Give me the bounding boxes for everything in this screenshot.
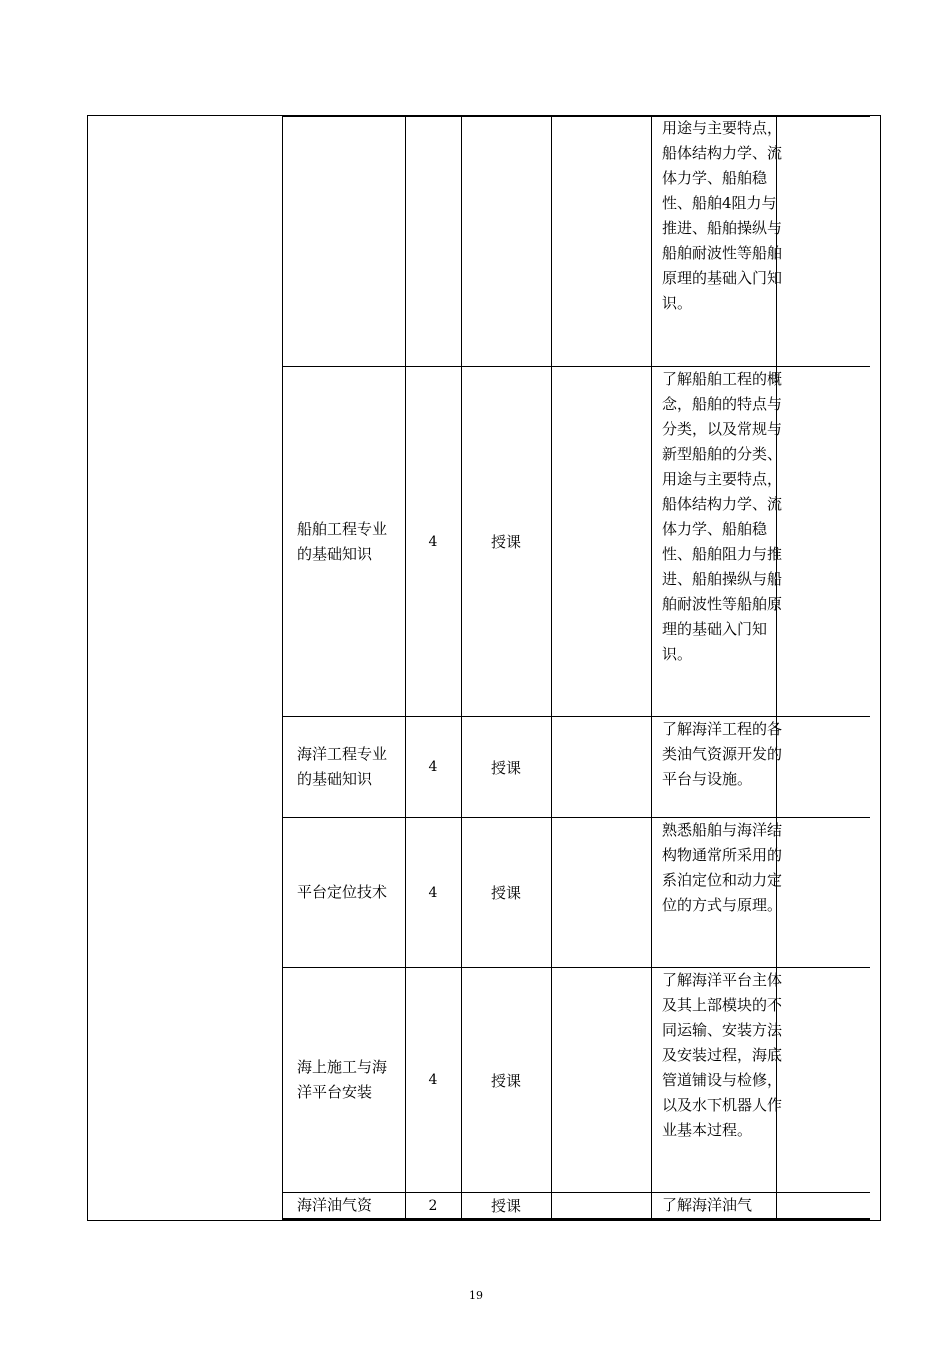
course-hours: 4 (428, 884, 438, 901)
teaching-method: 授课 (490, 758, 521, 777)
table-row (662, 116, 782, 366)
teaching-method: 授课 (490, 1071, 521, 1090)
teaching-method: 授课 (490, 1197, 521, 1215)
course-name: 平台定位技术 (297, 883, 388, 901)
course-hours: 4 (428, 1072, 438, 1088)
column-divider (551, 115, 552, 1221)
table-row (297, 1193, 392, 1218)
course-description: 了解海洋平台主体及其上部模块的不同运输、安装方法及安装过程，海底管道铺设与检修，以及水下机器人作业基本过程。 (662, 971, 783, 1139)
teaching-method: 授课 (490, 533, 521, 551)
table-row (297, 818, 392, 967)
curriculum-table (87, 115, 881, 1221)
column-divider (651, 115, 652, 1221)
course-name: 海洋工程专业的基础知识 (297, 745, 388, 788)
course-name: 海上施工与海洋平台安装 (297, 1058, 388, 1101)
table-row (297, 717, 392, 817)
teaching-method: 授课 (490, 884, 521, 902)
course-hours: 4 (428, 533, 438, 550)
course-name: 海洋油气资 (297, 1196, 373, 1214)
table-row (297, 968, 392, 1192)
row-divider (282, 1218, 870, 1220)
course-hours: 4 (428, 759, 438, 775)
course-description: 了解海洋工程的各类油气资源开发的平台与设施。 (662, 720, 783, 788)
course-description: 熟悉船舶与海洋结构物通常所采用的系泊定位和动力定位的方式与原理。 (662, 821, 783, 914)
course-description: 用途与主要特点，船体结构力学、流体力学、船舶稳性、船舶4阻力与推进、船舶操纵与船舶耐波性等船舶原理的基础入门知识。 (662, 119, 783, 312)
column-divider (282, 115, 283, 1221)
page-number: 19 (469, 1289, 483, 1302)
course-name: 船舶工程专业的基础知识 (297, 519, 388, 563)
course-description: 了解船舶工程的概念，船舶的特点与分类，以及常规与新型船舶的分类、用途与主要特点，船体结构力学、流体力学、船舶稳性、船舶阻力与推进、船舶操纵与船舶耐波性等船舶原理的基础入门知识。 (662, 370, 783, 663)
course-description: 了解海洋油气 (662, 1196, 753, 1214)
table-row (297, 367, 392, 716)
course-hours: 2 (428, 1197, 438, 1214)
